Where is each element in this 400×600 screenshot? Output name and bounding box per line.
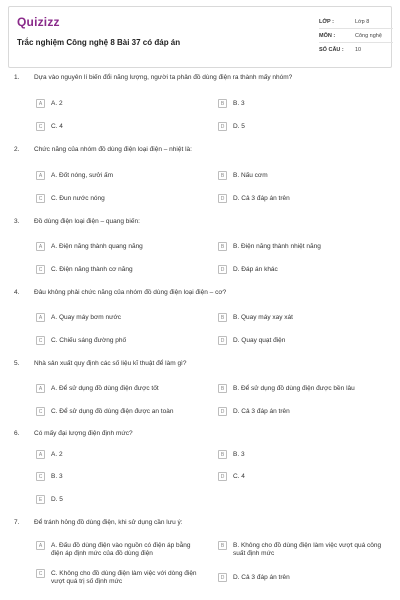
option-text: D. Quay quạt điện bbox=[233, 336, 286, 344]
option-text: B. Nấu cơm bbox=[233, 171, 268, 179]
option-letter-badge: D bbox=[218, 407, 227, 416]
question-text: Dựa vào nguyên lí biến đổi năng lượng, người ta phân đồ dùng điện ra thành mấy nhóm? bbox=[34, 74, 293, 81]
option-text: B. 3 bbox=[233, 450, 245, 458]
option-b[interactable] bbox=[218, 541, 383, 558]
option-c[interactable] bbox=[36, 569, 201, 586]
option-letter-badge: A bbox=[36, 450, 45, 459]
meta-value: Công nghệ bbox=[355, 32, 382, 39]
question-number: 6. bbox=[14, 430, 20, 437]
meta-value: 10 bbox=[355, 47, 362, 53]
option-a[interactable] bbox=[36, 171, 113, 180]
option-text: A. Đấu đồ dùng điện vào nguồn có điện áp bằng điện áp định mức của đồ dùng điện bbox=[51, 541, 191, 557]
option-b[interactable] bbox=[218, 450, 245, 459]
option-letter-badge: D bbox=[218, 336, 227, 345]
option-d[interactable] bbox=[218, 194, 290, 203]
option-letter-badge: D bbox=[218, 122, 227, 131]
option-text: D. Cả 3 đáp án trên bbox=[233, 194, 290, 202]
option-letter-badge: D bbox=[218, 472, 227, 481]
option-c[interactable] bbox=[36, 122, 63, 131]
option-letter-badge: B bbox=[218, 541, 227, 550]
option-text: B. 3 bbox=[51, 472, 63, 480]
meta-row-class bbox=[319, 15, 393, 29]
option-letter-badge: E bbox=[36, 495, 45, 504]
question-number: 7. bbox=[14, 519, 20, 526]
meta-row-subject bbox=[319, 29, 393, 43]
option-text: A. Điện năng thành quang năng bbox=[51, 242, 143, 250]
option-letter-badge: B bbox=[218, 450, 227, 459]
option-letter-badge: C bbox=[36, 336, 45, 345]
question-number: 5. bbox=[14, 360, 20, 367]
option-d[interactable] bbox=[218, 472, 245, 481]
question-number: 4. bbox=[14, 289, 20, 296]
option-text: C. Điện năng thành cơ năng bbox=[51, 265, 133, 273]
option-a[interactable] bbox=[36, 384, 159, 393]
option-d[interactable] bbox=[218, 336, 285, 345]
option-text: C. Chiếu sáng đường phố bbox=[51, 336, 127, 344]
option-letter-badge: C bbox=[36, 265, 45, 274]
option-text: A. Quay máy bơm nước bbox=[51, 313, 121, 321]
meta-label: SỐ CÂU : bbox=[319, 47, 344, 53]
option-a[interactable] bbox=[36, 450, 63, 459]
question-number: 2. bbox=[14, 146, 20, 153]
question-prompt bbox=[14, 218, 140, 225]
page-title: Trắc nghiệm Công nghệ 8 Bài 37 có đáp án bbox=[17, 38, 181, 47]
option-text: B. Để sử dụng đồ dùng điện được bền lâu bbox=[233, 384, 355, 392]
question-text: Có mấy đại lượng điện định mức? bbox=[34, 430, 133, 437]
option-c[interactable] bbox=[36, 407, 173, 416]
question-prompt bbox=[14, 360, 186, 367]
option-b[interactable] bbox=[218, 313, 293, 322]
option-letter-badge: B bbox=[218, 313, 227, 322]
option-letter-badge: C bbox=[36, 122, 45, 131]
option-d[interactable] bbox=[218, 122, 245, 131]
option-text: A. 2 bbox=[51, 450, 63, 458]
option-text: D. 5 bbox=[51, 495, 63, 503]
option-letter-badge: A bbox=[36, 384, 45, 393]
option-letter-badge: D bbox=[218, 573, 227, 582]
question-text: Chức năng của nhóm đồ dùng điện loại điện – nhiệt là: bbox=[34, 146, 192, 153]
meta-label: MÔN : bbox=[319, 32, 336, 39]
option-letter-badge: B bbox=[218, 384, 227, 393]
option-b[interactable] bbox=[218, 384, 355, 393]
option-text: D. 5 bbox=[233, 122, 245, 130]
option-a[interactable] bbox=[36, 313, 121, 322]
option-b[interactable] bbox=[218, 171, 268, 180]
option-text: C. Không cho đồ dùng điện làm việc với dòng điện vượt quá trị số định mức bbox=[51, 569, 197, 585]
option-text: D. Cả 3 đáp án trên bbox=[233, 407, 290, 415]
question-text: Đồ dùng điện loại điện – quang biến: bbox=[34, 218, 140, 225]
option-a[interactable] bbox=[36, 242, 143, 251]
question-prompt bbox=[14, 74, 292, 81]
option-b[interactable] bbox=[218, 242, 321, 251]
option-text: B. Không cho đồ dùng điện làm việc vượt quá công suất định mức bbox=[233, 541, 382, 557]
option-letter-badge: D bbox=[218, 265, 227, 274]
option-letter-badge: C bbox=[36, 472, 45, 481]
question-number: 3. bbox=[14, 218, 20, 225]
option-text: C. 4 bbox=[51, 122, 63, 130]
option-letter-badge: C bbox=[36, 569, 45, 578]
option-text: C. 4 bbox=[233, 472, 245, 480]
quizizz-logo: Quizizz bbox=[17, 15, 60, 29]
option-text: A. Để sử dụng đồ dùng điện được tốt bbox=[51, 384, 159, 392]
option-text: A. Đốt nóng, sưởi ấm bbox=[51, 171, 114, 179]
worksheet-header bbox=[8, 6, 392, 68]
option-letter-badge: A bbox=[36, 541, 45, 550]
option-text: C. Đun nước nóng bbox=[51, 194, 105, 202]
meta-table bbox=[319, 15, 393, 57]
option-c[interactable] bbox=[36, 472, 63, 481]
option-d[interactable] bbox=[218, 573, 290, 582]
option-e[interactable] bbox=[36, 495, 63, 504]
question-number: 1. bbox=[14, 74, 20, 81]
option-a[interactable] bbox=[36, 99, 63, 108]
question-text: Đâu không phải chức năng của nhóm đồ dùng điện loại điện – cơ? bbox=[34, 289, 227, 296]
question-text: Nhà sản xuất quy định các số liệu kĩ thuật để làm gì? bbox=[34, 360, 187, 367]
meta-row-count bbox=[319, 43, 393, 57]
question-prompt bbox=[14, 289, 226, 296]
question-prompt bbox=[14, 146, 192, 153]
option-letter-badge: C bbox=[36, 407, 45, 416]
option-letter-badge: A bbox=[36, 242, 45, 251]
option-d[interactable] bbox=[218, 407, 290, 416]
option-c[interactable] bbox=[36, 194, 105, 203]
option-c[interactable] bbox=[36, 336, 126, 345]
option-c[interactable] bbox=[36, 265, 133, 274]
option-letter-badge: A bbox=[36, 313, 45, 322]
option-text: B. Điện năng thành nhiệt năng bbox=[233, 242, 321, 250]
question-text: Để tránh hỏng đồ dùng điện, khi sử dụng cần lưu ý: bbox=[34, 519, 183, 526]
option-d[interactable] bbox=[218, 265, 278, 274]
option-letter-badge: A bbox=[36, 99, 45, 108]
option-b[interactable] bbox=[218, 99, 245, 108]
option-text: C. Để sử dụng đồ dùng điện được an toàn bbox=[51, 407, 174, 415]
option-text: B. Quay máy xay xát bbox=[233, 313, 293, 321]
option-letter-badge: A bbox=[36, 171, 45, 180]
option-letter-badge: B bbox=[218, 99, 227, 108]
option-text: D. Cả 3 đáp án trên bbox=[233, 573, 290, 581]
option-text: B. 3 bbox=[233, 99, 245, 107]
question-prompt bbox=[14, 519, 183, 526]
meta-value: Lớp 8 bbox=[355, 18, 370, 25]
option-letter-badge: C bbox=[36, 194, 45, 203]
option-letter-badge: B bbox=[218, 242, 227, 251]
option-text: D. Đáp án khác bbox=[233, 265, 278, 273]
meta-label: LỚP : bbox=[319, 18, 334, 25]
option-letter-badge: D bbox=[218, 194, 227, 203]
option-a[interactable] bbox=[36, 541, 201, 558]
option-letter-badge: B bbox=[218, 171, 227, 180]
option-text: A. 2 bbox=[51, 99, 63, 107]
question-prompt bbox=[14, 430, 133, 437]
